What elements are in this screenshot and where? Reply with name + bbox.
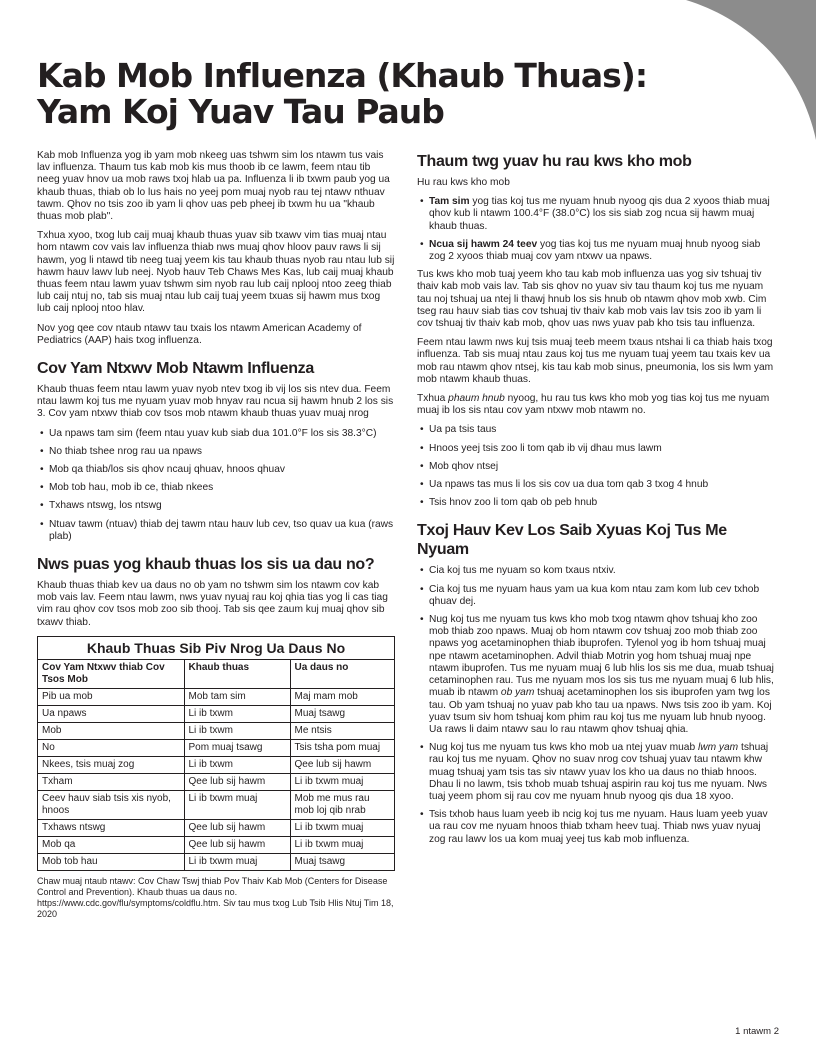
comparison-table	[37, 636, 395, 871]
table-row	[38, 790, 394, 819]
text-segment: Nug koj tus me nyuam tus kws kho mob txog ntawm qhov tshuaj kho zoo mob thiab zoo npaws. Muaj ob hom ntawm cov tshuaj zoo mob thiab zoo npaws yog acetaminophen thiab ibuprofen. Tylenol yog ib hom tshuaj muaj npe ntawm acetaminophen. Advil thiab Motrin yog hom tshuaj muaj npe ntawm ibuprofen. Tus me nyuam muaj 6 lub hlis los sis me dua, muab tshuaj cetaminophen rau. Tus me nyuam mos los sis tus me nyuam muaj 6 lub hlis, muab ib ntawm	[429, 614, 774, 699]
call-doctor-list	[417, 196, 777, 263]
table-cell: Li ib txwm	[184, 722, 290, 739]
table-cell: No	[38, 739, 184, 756]
list-item: • Ua npaws tam sim (feem ntau yuav kub siab dua 101.0°F los sis 38.3°C)	[37, 428, 395, 440]
table-cell: Li ib txwm muaj	[290, 773, 394, 790]
symptoms-list	[37, 428, 395, 543]
table-cell: Muaj tsawg	[290, 705, 394, 722]
table-cell: Li ib txwm muaj	[290, 819, 394, 836]
intro-paragraph-3: Nov yog qee cov ntaub ntawv tau txais los ntawm American Academy of Pediatrics (AAP) hais txog influenza.	[37, 322, 362, 346]
table-cell: Nkees, tsis muaj zog	[38, 756, 184, 773]
table-header-row	[38, 660, 394, 689]
care-heading: Txoj Hauv Kev Los Saib Xyuas Koj Tus Me Nyuam	[417, 522, 727, 559]
list-item: • Mob qhov ntsej	[417, 461, 777, 473]
list-item-text: yog tias koj tus me nyuam hnub nyoog qis dua 2 xyoos thiab muaj qhov kub li ntawm 100.4°F (38.0°C) los sis siab zog ncua sij hawm muaj khaub thuas.	[429, 196, 770, 232]
table-cell: Qee lub sij hawm	[184, 773, 290, 790]
list-item	[417, 614, 777, 736]
list-item: • Txhaws ntswg, los ntswg	[37, 500, 395, 512]
emphasis-text: ob yam	[500, 687, 535, 699]
table-cell: Li ib txwm muaj	[184, 853, 290, 870]
list-item-bold: Ncua sij hawm 24 teev	[429, 238, 538, 250]
list-item-text: yog tias koj tus me nyuam muaj hnub nyoog siab zog 2 xyoos thiab muaj cov yam ntxwv ua npaws.	[429, 238, 761, 263]
table-cell: Qee lub sij hawm	[290, 756, 394, 773]
table-cell: Pib ua mob	[38, 688, 184, 705]
table-cell: Txham	[38, 773, 184, 790]
corner-decoration	[676, 0, 816, 150]
intro-paragraph-2: Txhua xyoo, txog lub caij muaj khaub thuas yuav sib txawv vim tias muaj ntau hom ntawm cov vais lav influenza thiab nws muaj qhov hloov pauv raws li sij hawm, yog li ntawd tib neeg tuaj yeem kis tau khaub thuas nyob rau ntau lub sij hawm hauv lawv lub neej. Nyob hauv Teb Chaws Mes Kas, lub caij muaj khaub thuas feem ntau lawm yuav tshwm sim nyob rau lub caij nplooj ntoo zeeg thiab lub caij ntuj no, tab sis muaj ntau lub caij tuaj yeem txuas sij hawm mus txog lub caij nplooj ntoo hlav.	[37, 230, 395, 315]
list-item	[417, 742, 777, 803]
table-source: Chaw muaj ntaub ntawv: Cov Chaw Tswj thiab Pov Thaiv Kab Mob (Centers for Disease Control and Prevention). Khaub thuas ua daus no. https://www.cdc.gov/flu/symptoms/coldflu.htm. Siv tau mus txog Lub Tsib Hlis Ntuj Tim 18, 2020	[37, 875, 394, 919]
list-item: • Hnoos yeej tsis zoo li tom qab ib vij dhau mus lawm	[417, 443, 777, 455]
emphasis-text: phaum hnub	[448, 393, 505, 405]
table-cell: Li ib txwm muaj	[184, 790, 290, 819]
table-header: Ua daus no	[290, 660, 394, 689]
table-cell: Pom muaj tsawg	[184, 739, 290, 756]
table-cell: Ua npaws	[38, 705, 184, 722]
complications-paragraph: Feem ntau lawm nws kuj tsis muaj teeb meem txaus ntshai li ca thiab hais txog influenza. Tab sis muaj ntau zaus koj tus me nyuam tuaj yeem tau txais kev ua mob rau ntawm qhov ntsej, kis tau kab mob sinus, pneumonia, los sis lwm yam mob ntawm khaub thuas.	[417, 337, 774, 385]
list-item: • Mob qa thiab/los sis qhov ncauj qhuav, hnoos qhuav	[37, 464, 395, 476]
table-header: Khaub thuas	[184, 660, 290, 689]
table-cell: Me ntsis	[290, 722, 394, 739]
intro-paragraph-1: Kab mob Influenza yog ib yam mob nkeeg uas tshwm sim los ntawm tus vais lav influenza. Thaum tus kab mob kis mus thoob ib ce lawm, feem ntau tib neeg yuav hnov ua mob raws txoj hlab ua pa. Influenza li ib txwm paub yog ua khaub thuas, thiab ob lo lus hais no yeej pom muaj nyob rau tej ntawv nthuav tawm. Qhov no tsis zoo ib yam li qhov uas peb pheej ib txwm hu ua "khaub thuas mob plab".	[37, 150, 390, 223]
table-cell: Ceev hauv siab tsis xis nyob, hnoos	[38, 790, 184, 819]
table-cell: Qee lub sij hawm	[184, 836, 290, 853]
care-list	[417, 565, 777, 845]
right-column	[417, 150, 777, 852]
table-cell: Tsis tsha pom muaj	[290, 739, 394, 756]
table-row	[38, 722, 394, 739]
text-segment: nyoog, hu rau tus kws kho mob yog tias koj tus me nyuam muaj ib los sis ntau cov yam ntxwv mob ntawm no.	[417, 393, 770, 417]
list-item: • No thiab tshee nrog rau ua npaws	[37, 446, 395, 458]
table-cell: Mob me mus rau mob loj qib nrab	[290, 790, 394, 819]
list-item: • Ua npaws tas mus li los sis cov ua dua tom qab 3 txog 4 hnub	[417, 479, 777, 491]
list-item	[417, 196, 777, 233]
table-header: Cov Yam Ntxwv thiab Cov Tsos Mob	[38, 660, 184, 689]
table-cell: Maj mam mob	[290, 688, 394, 705]
page-title	[37, 58, 647, 130]
antiviral-paragraph: Tus kws kho mob tuaj yeem kho tau kab mob influenza uas yog siv tshuaj tiv thaiv kab mob vais lav. Tab sis qhov no yuav siv tau thaum koj tus me nyuam tau noj tshuaj ua ntej li thawj hnub los sis hnub ob ntawm qhov mob xwb. Cim tseg rau hauv siab tias cov tshuaj tiv thaiv kab mob vais lav tsis zoo ib yam li cov tshuaj tiv thaiv kab mob, qhov uas nws yuav pab kho tsis tau influenza.	[417, 269, 767, 330]
title-line-1: Kab Mob Influenza (Khaub Thuas):	[37, 56, 648, 95]
call-doctor-intro: Hu rau kws kho mob	[417, 177, 510, 188]
list-item: • Ntuav tawm (ntuav) thiab dej tawm ntau hauv lub cev, tso quav ua kua (raws plab)	[37, 519, 395, 543]
table-cell: Txhaws ntswg	[38, 819, 184, 836]
list-item: • Tsis txhob haus luam yeeb ib ncig koj tus me nyuam. Haus luam yeeb yuav ua rau cov me nyuam hnoos thiab txham heev tuaj. Thiab nws yuav nyuaj zog rau lawv los ua kom muaj yeej tus kab mob influenza.	[417, 809, 777, 846]
list-item: • Cia koj tus me nyuam so kom txaus ntxiv.	[417, 565, 777, 577]
cold-text: Khaub thuas thiab kev ua daus no ob yam no tshwm sim los ntawm cov kab mob vais lav. Feem ntau lawm, nws yuav nyuaj rau koj qhia tias yog li cas tiag vim rau qhov cov tsos mob zoo sib thooj. Tab sis qee zaum kuj muaj qhov sib txawv thiab.	[37, 580, 388, 628]
list-item	[417, 239, 777, 263]
text-segment: Txhua	[417, 393, 449, 405]
table-cell: Qee lub sij hawm	[184, 819, 290, 836]
warning-signs-list	[417, 424, 777, 509]
title-line-2: Yam Koj Yuav Tau Paub	[37, 92, 444, 131]
call-doctor-heading: Thaum twg yuav hu rau kws kho mob	[417, 153, 692, 170]
table-cell: Li ib txwm	[184, 705, 290, 722]
table-row	[38, 836, 394, 853]
left-column	[37, 150, 395, 920]
table-row	[38, 819, 394, 836]
table-row	[38, 739, 394, 756]
text-segment: tshuaj acetaminophen los sis ibuprofen yam twg los tau. Ob yam tshuaj no yuav pab kho tau ua npaws. Nws tsis zoo ib yam. Koj yuav tsum siv hom tshuaj kom phim rau koj tus me nyuam lub hnub nyoog. Ua raws li daim ntawv sau lo rau ntawm qhov tshuaj qhia.	[429, 687, 772, 735]
table-cell: Mob qa	[38, 836, 184, 853]
table-cell: Mob	[38, 722, 184, 739]
list-item-bold: Tam sim	[429, 196, 470, 208]
list-item: • Cia koj tus me nyuam haus yam ua kua kom ntau zam kom lub cev txhob qhuav dej.	[417, 584, 777, 608]
table-row	[38, 756, 394, 773]
list-item: • Tsis hnov zoo li tom qab ob peb hnub	[417, 497, 777, 509]
symptoms-text: Khaub thuas feem ntau lawm yuav nyob ntev txog ib vij los sis ntev dua. Feem ntau lawm koj tus me nyuam yuav mob hnyav rau ncua sij hawm hnub 2 los sis 3. Cov yam ntxwv thiab cov tsos mob ntawm khaub thuas yuav muaj nrog	[37, 384, 394, 420]
table-cell: Li ib txwm muaj	[290, 836, 394, 853]
text-segment: tshuaj rau koj tus me nyuam. Qhov no suav nrog cov tshuaj yuav tau ntawm khw muag tshuaj yam tsis tas siv ntawv yuav los kho ua daus no thiab hnoos. Dhau li no lawm, tsis txhob muab tshuaj aspirin rau koj tus me nyuam. Nws tuaj yeem phom sij rau cov me nyuam hnub nyoog qis dua 18 xyoo.	[429, 742, 769, 802]
table-cell: Mob tob hau	[38, 853, 184, 870]
table-row	[38, 688, 394, 705]
table-cell: Muaj tsawg	[294, 855, 346, 867]
table-cell: Li ib txwm	[184, 756, 290, 773]
emphasis-text: lwm yam	[697, 742, 739, 754]
symptoms-heading: Cov Yam Ntxwv Mob Ntawm Influenza	[37, 360, 314, 378]
table-row	[38, 773, 394, 790]
table-row	[38, 853, 394, 870]
text-segment: Nug koj tus me nyuam tus kws kho mob ua ntej yuav muab	[429, 742, 698, 754]
table-cell: Mob tam sim	[184, 688, 290, 705]
any-age-paragraph	[417, 393, 777, 417]
list-item: • Mob tob hau, mob ib ce, thiab nkees	[37, 482, 395, 494]
table-row	[38, 705, 394, 722]
table-title: Khaub Thuas Sib Piv Nrog Ua Daus No	[38, 637, 394, 660]
list-item: • Ua pa tsis taus	[417, 424, 777, 436]
page-number: 1 ntawm 2	[735, 1026, 779, 1037]
cold-heading: Nws puas yog khaub thuas los sis ua dau no?	[37, 556, 375, 574]
